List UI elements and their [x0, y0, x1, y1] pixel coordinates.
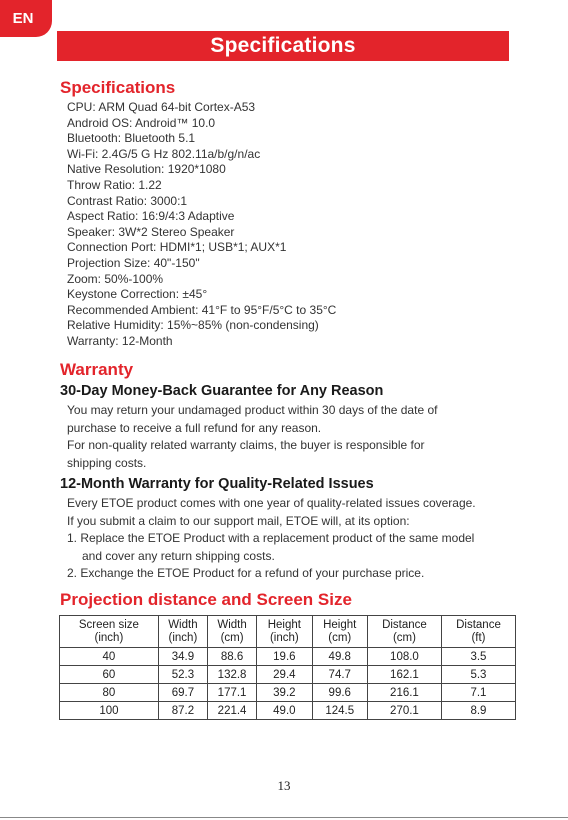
table-cell: 69.7	[158, 684, 207, 702]
spec-item: Warranty: 12-Month	[67, 333, 173, 348]
table-cell: 124.5	[312, 702, 367, 720]
spec-item: Recommended Ambient: 41°F to 95°F/5°C to 35°C	[67, 302, 337, 317]
column-header: Width (cm)	[207, 616, 256, 648]
table-cell: 216.1	[367, 684, 441, 702]
specifications-heading: Specifications	[60, 78, 176, 97]
table-row	[60, 684, 516, 702]
table-cell: 7.1	[441, 684, 515, 702]
table-header-row	[60, 616, 516, 648]
column-header: Distance (cm)	[367, 616, 441, 648]
table-cell: 87.2	[158, 702, 207, 720]
spec-item: Android OS: Android™ 10.0	[67, 115, 216, 130]
table-cell: 74.7	[312, 666, 367, 684]
spec-item: Relative Humidity: 15%~85% (non-condensing)	[67, 318, 319, 333]
paragraph-line: 1. Replace the ETOE Product with a replacement product of the same model	[67, 531, 475, 545]
table-cell: 19.6	[257, 648, 312, 666]
table-cell: 3.5	[441, 648, 515, 666]
footer-divider	[0, 817, 568, 818]
spec-item: Contrast Ratio: 3000:1	[67, 193, 188, 208]
column-header: Height (inch)	[257, 616, 312, 648]
column-header: Height (cm)	[312, 616, 367, 648]
spec-item: Native Resolution: 1920*1080	[67, 162, 226, 177]
table-row	[60, 666, 516, 684]
paragraph-line: You may return your undamaged product within 30 days of the date of	[67, 403, 438, 417]
spec-item: Wi-Fi: 2.4G/5 G Hz 802.11a/b/g/n/ac	[67, 146, 261, 161]
page-banner-title: Specifications	[57, 31, 509, 61]
projection-table	[59, 615, 516, 720]
table-cell: 49.0	[257, 702, 312, 720]
spec-item: CPU: ARM Quad 64-bit Cortex-A53	[67, 100, 256, 114]
spec-item: Projection Size: 40"-150"	[67, 255, 200, 270]
spec-item: Aspect Ratio: 16:9/4:3 Adaptive	[67, 209, 235, 224]
spec-list	[67, 100, 336, 350]
table-row	[60, 648, 516, 666]
table-cell: 8.9	[441, 702, 515, 720]
paragraph-line: shipping costs.	[67, 455, 147, 470]
spec-item: Connection Port: HDMI*1; USB*1; AUX*1	[67, 240, 287, 255]
table-cell: 221.4	[207, 702, 256, 720]
table-row	[60, 702, 516, 720]
warranty-heading: Warranty	[60, 360, 134, 379]
spec-item: Bluetooth: Bluetooth 5.1	[67, 131, 196, 146]
paragraph-line: If you submit a claim to our support mail, ETOE will, at its option:	[67, 513, 410, 528]
table-cell: 108.0	[367, 648, 441, 666]
table-cell: 132.8	[207, 666, 256, 684]
paragraph-line: Every ETOE product comes with one year of quality-related issues coverage.	[67, 496, 476, 510]
language-tab: EN	[0, 0, 52, 37]
money-back-text	[67, 402, 437, 472]
column-header: Width (inch)	[158, 616, 207, 648]
table-cell: 60	[60, 666, 159, 684]
money-back-title: 30-Day Money-Back Guarantee for Any Reason	[60, 383, 384, 399]
table-cell: 49.8	[312, 648, 367, 666]
spec-item: Keystone Correction: ±45°	[67, 287, 208, 302]
table-cell: 52.3	[158, 666, 207, 684]
table-cell: 39.2	[257, 684, 312, 702]
paragraph-line: and cover any return shipping costs.	[82, 548, 275, 563]
table-cell: 99.6	[312, 684, 367, 702]
paragraph-line: purchase to receive a full refund for any reason.	[67, 420, 322, 435]
paragraph-line: For non-quality related warranty claims, the buyer is responsible for	[67, 438, 425, 452]
page-number: 13	[277, 778, 291, 793]
table-cell: 88.6	[207, 648, 256, 666]
table-cell: 34.9	[158, 648, 207, 666]
table-cell: 29.4	[257, 666, 312, 684]
table-cell: 40	[60, 648, 159, 666]
table-cell: 100	[60, 702, 159, 720]
column-header: Screen size (inch)	[60, 616, 159, 648]
spec-item: Zoom: 50%-100%	[67, 271, 164, 286]
projection-heading: Projection distance and Screen Size	[60, 590, 352, 609]
spec-item: Speaker: 3W*2 Stereo Speaker	[67, 224, 235, 239]
table-cell: 162.1	[367, 666, 441, 684]
twelve-month-text	[67, 495, 476, 583]
table-cell: 177.1	[207, 684, 256, 702]
table-cell: 80	[60, 684, 159, 702]
table-cell: 5.3	[441, 666, 515, 684]
column-header: Distance (ft)	[441, 616, 515, 648]
paragraph-line: 2. Exchange the ETOE Product for a refund of your purchase price.	[67, 566, 425, 580]
twelve-month-title: 12-Month Warranty for Quality-Related Issues	[60, 476, 374, 492]
spec-item: Throw Ratio: 1.22	[67, 177, 162, 192]
table-cell: 270.1	[367, 702, 441, 720]
